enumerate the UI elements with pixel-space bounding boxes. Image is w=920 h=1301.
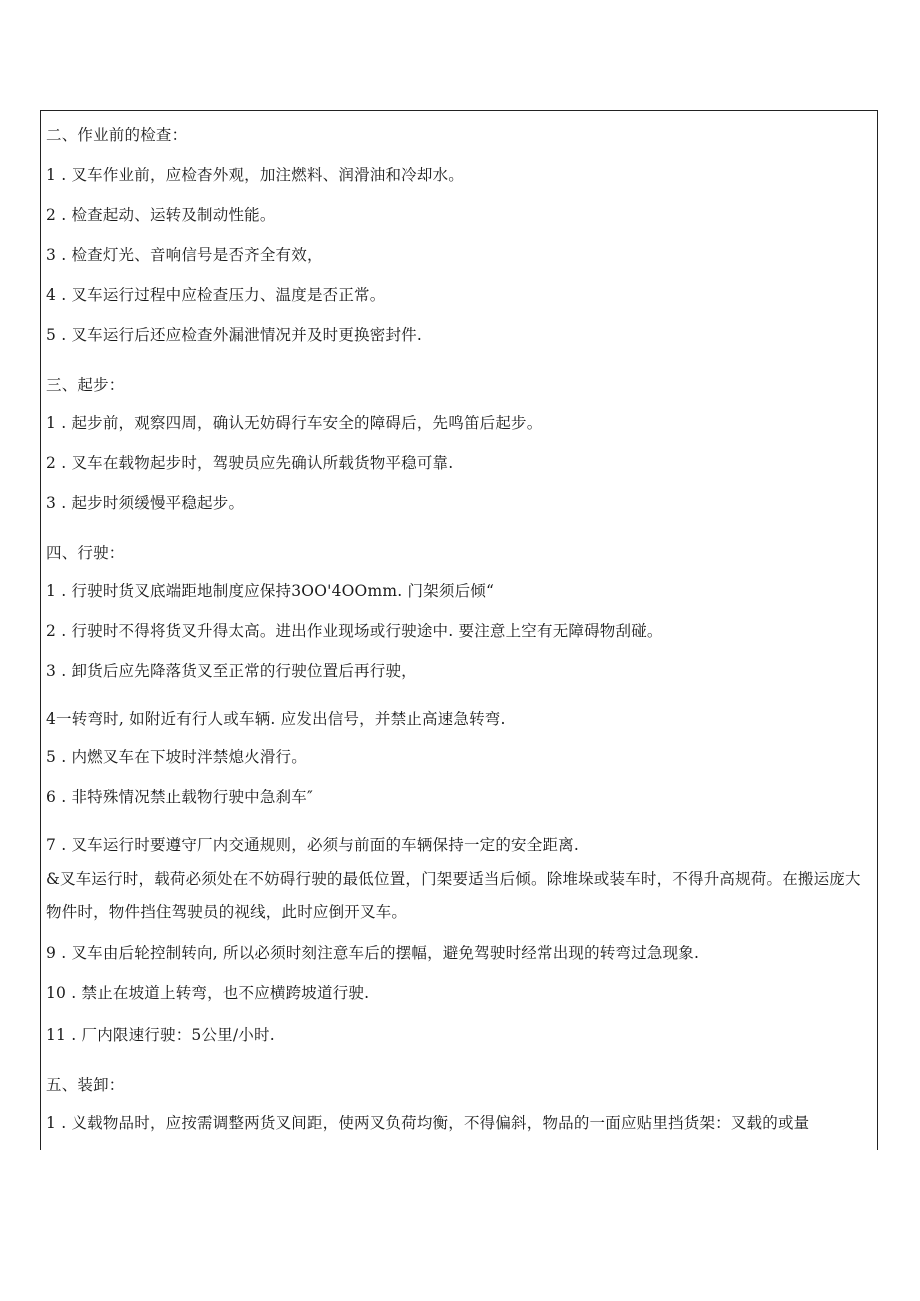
list-item: 5 . 内燃叉车在下坡时泮禁熄火滑行。 (46, 748, 307, 766)
document-frame (40, 110, 878, 1150)
list-item: 4 . 叉车运行过程中应检查压力、温度是否正常。 (46, 286, 386, 304)
list-item: 2 . 行驶时不得将货叉升得太高。进出作业现场或行驶途中. 要注意上空有无障碍物刮碰。 (46, 622, 663, 640)
section-heading-pre-work-check: 二、作业前的检查： (46, 126, 188, 144)
list-item: 1 . 义载物品时，应按需调整两货叉间距，使两叉负荷均衡，不得偏斜，物品的一面应贴里挡货架：叉载的或量 (46, 1114, 810, 1132)
list-item: 3 . 检查灯光、音响信号是否齐全有效， (46, 246, 323, 264)
section-heading-loading: 五、装卸： (46, 1076, 125, 1094)
list-item: 2 . 叉车在载物起步时，驾驶员应先确认所载货物平稳可靠. (46, 454, 454, 472)
list-item: 3 . 起步时须缓慢平稳起步。 (46, 494, 245, 512)
list-item: 7 . 叉车运行时要遵守厂内交通规则，必须与前面的车辆保持一定的安全距离. (46, 836, 579, 854)
list-item: 9 . 叉车由后轮控制转向, 所以必须时刻注意车后的摆幅，避免驾驶时经常出现的转弯过急现象. (46, 944, 700, 962)
list-item: 3 . 卸货后应先降落货叉至正常的行驶位置后再行驶， (46, 662, 417, 680)
list-item: 1 . 行驶时货叉底端距地制度应保持3OO'4OOmm. 门架须后倾“ (46, 582, 495, 600)
section-heading-starting: 三、起步： (46, 376, 125, 394)
section-heading-driving: 四、行驶： (46, 544, 125, 562)
list-item: 2 . 检查起动、运转及制动性能。 (46, 206, 276, 224)
list-item: 5 . 叉车运行后还应检查外漏泄情况并及时更换密封件. (46, 326, 422, 344)
list-item: 1 . 叉车作业前，应检杳外观，加注燃料、润滑油和冷却水。 (46, 166, 464, 184)
list-item: 10 . 禁止在坡道上转弯，也不应横跨坡道行驶. (46, 984, 370, 1002)
list-item: 6 . 非特殊情况禁止载物行驶中急刹车″ (46, 788, 313, 806)
list-item: &叉车运行时，载荷必须处在不妨碍行驶的最低位置，门架要适当后倾。除堆垛或装车时，不得升高规荷。在搬运庞大物件时，物件挡住驾驶员的视线，此时应倒开叉车。 (46, 870, 861, 921)
list-item: 11 . 厂内限速行驶：5公里/小时. (46, 1026, 275, 1044)
list-item: 4一转弯时, 如附近有行人或车辆. 应发出信号，并禁止高速急转弯. (46, 710, 506, 728)
list-item: 1 . 起步前，观察四周，确认无妨碍行车安全的障碍后，先鸣笛后起步。 (46, 414, 543, 432)
